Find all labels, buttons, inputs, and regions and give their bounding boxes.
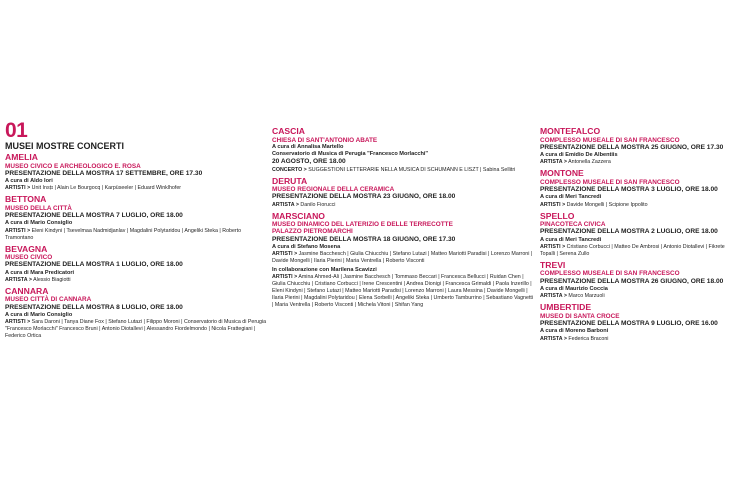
artists-label: ARTISTI >	[540, 243, 566, 250]
artists-label: ARTISTA >	[272, 201, 299, 208]
venue-name: COMPLESSO MUSEALE DI SAN FRANCESCO	[540, 178, 680, 186]
artists-list: Danilo Fiorucci	[300, 201, 336, 208]
artists-line	[540, 293, 728, 300]
venue-name: MUSEO DELLA CITTÀ	[5, 204, 72, 212]
artists-label: ARTISTA >	[540, 335, 567, 342]
curator: A cura di Mario Consiglio	[5, 220, 73, 227]
venue-name: MUSEO CIVICO	[5, 254, 53, 262]
presentation-date: PRESENTAZIONE DELLA MOSTRA 2 LUGLIO, ORE 18.00	[540, 228, 718, 236]
artists-list: Sara Daroni | Tanya Diane Fox | Stefano Lutazi | Filippo Moroni | Conservatorio di Musica di Perugia "Francesco Morlacchi" Francesco Bruni | Antonio Diotallevi | Alessandro Fiordelmondo | Nicola Frattegiani | Federico Ortica	[5, 319, 267, 340]
artists-label: ARTISTI >	[272, 251, 298, 258]
section-title: MUSEI MOSTRE CONCERTI	[5, 141, 125, 151]
venue-name: MUSEO CIVICO E ARCHEOLOGICO E. ROSA	[5, 162, 141, 170]
artists-list: Jasmine Bacchesch | Giulia Chiucchiu | Stefano Lutazi | Matteo Mariotti Paradisi | Lorenzo Marroni | Davide Mongelli | Ilaria Pierini | Maria Ventrella | Roberto Visconti	[272, 251, 533, 265]
artists-line	[540, 336, 728, 343]
artists-list: Unit Insṭɪ | Alain Le Bourgocq | Karpüseeler | Eduard Winklhofer	[31, 185, 182, 192]
artists-line	[5, 319, 267, 340]
presentation-date: PRESENTAZIONE DELLA MOSTRA 18 GIUGNO, ORE 17.30	[272, 235, 456, 243]
section-number: 01	[5, 119, 28, 142]
artists-list: Antonella Zazzera	[568, 159, 611, 166]
column-1	[5, 121, 267, 343]
curator: A cura di Aldo Iori	[5, 178, 53, 185]
entry-cascia	[272, 127, 534, 174]
entry-amelia	[5, 153, 267, 192]
venue-name-secondary: PALAZZO PIETROMARCHI	[272, 228, 353, 236]
artists-list: Davide Mongelli | Scipione Ippolito	[566, 201, 648, 208]
venue-name: MUSEO CITTÀ DI CANNARA	[5, 296, 92, 304]
artists-list: Federica Braconi	[568, 335, 609, 342]
entry-trevi	[540, 261, 728, 300]
entry-spello	[540, 212, 728, 258]
artists-line	[5, 228, 267, 242]
presentation-date: PRESENTAZIONE DELLA MOSTRA 8 LUGLIO, ORE 18.00	[5, 303, 183, 311]
curator: A cura di Maurizio Coccia	[540, 286, 608, 293]
place-name: UMBERTIDE	[540, 302, 592, 313]
place-name: MARSCIANO	[272, 210, 325, 221]
entry-cannara	[5, 287, 267, 340]
presentation-date: PRESENTAZIONE DELLA MOSTRA 25 GIUGNO, ORE 17.30	[540, 143, 724, 151]
entry-montone	[540, 169, 728, 208]
column-3	[540, 127, 728, 346]
entry-marsciano	[272, 212, 534, 310]
artists-list: Cristiano Corbucci | Matteo De Ambrosi | Antonio Diotallevi | Fikrete Topalli | Serena Zullo	[540, 243, 725, 257]
entry-montefalco	[540, 127, 728, 166]
concert-date: 20 AGOSTO, ORE 18.00	[272, 158, 346, 166]
place-name: BETTONA	[5, 194, 47, 205]
artists-line	[272, 202, 534, 209]
artists-label: ARTISTI >	[5, 227, 31, 234]
place-name: SPELLO	[540, 210, 575, 221]
place-name: DERUTA	[272, 175, 308, 186]
venue-name: MUSEO DI SANTA CROCE	[540, 312, 620, 320]
venue-name: PINACOTECA CIVICA	[540, 221, 606, 229]
entry-deruta	[272, 177, 534, 209]
artists-line	[540, 244, 728, 258]
artists-label: ARTISTI >	[272, 274, 298, 281]
concert-line	[272, 167, 534, 174]
curator: A cura di Stefano Mosena	[272, 243, 341, 250]
collaboration: In collaborazione con Marilena Scavizzi	[272, 267, 377, 274]
curator: A cura di Meri Tancredi	[540, 194, 602, 201]
column-2	[272, 127, 534, 312]
artists-line	[540, 202, 728, 209]
collab-artists-line	[272, 274, 534, 309]
venue-name: MUSEO REGIONALE DELLA CERAMICA	[272, 186, 395, 194]
concert-label: CONCERTO >	[272, 166, 307, 173]
artists-label: ARTISTI >	[5, 319, 31, 326]
place-name: CASCIA	[272, 126, 305, 136]
place-name: TREVI	[540, 259, 566, 270]
presentation-date: PRESENTAZIONE DELLA MOSTRA 17 SETTEMBRE, ORE 17.30	[5, 169, 203, 177]
venue-name: COMPLESSO MUSEALE DI SAN FRANCESCO	[540, 270, 680, 278]
venue-name: COMPLESSO MUSEALE DI SAN FRANCESCO	[540, 136, 680, 144]
presentation-date: PRESENTAZIONE DELLA MOSTRA 23 GIUGNO, ORE 18.00	[272, 193, 456, 201]
venue-name: CHIESA DI SANT'ANTONIO ABATE	[272, 136, 378, 144]
artists-line	[272, 251, 534, 265]
place-name: AMELIA	[5, 152, 38, 162]
curator: A cura di Mara Predicatori	[5, 269, 75, 276]
curator: A cura di Mario Consiglio	[5, 312, 73, 319]
place-name: CANNARA	[5, 285, 49, 296]
place-name: MONTEFALCO	[540, 126, 601, 136]
place-name: BEVAGNA	[5, 243, 48, 254]
curator: A cura di Moreno Barboni	[540, 328, 609, 335]
concert-program: SUGGESTIONI LETTERARIE NELLA MUSICA DI SCHUMANN E LISZT | Sabina Sellitri	[308, 166, 516, 173]
artists-line	[5, 185, 267, 192]
artists-line	[540, 159, 728, 166]
curator: A cura di Emidio De Albentiis	[540, 152, 618, 159]
presentation-date: PRESENTAZIONE DELLA MOSTRA 3 LUGLIO, ORE 18.00	[540, 186, 718, 194]
artists-label: ARTISTA >	[540, 159, 567, 166]
place-name: MONTONE	[540, 168, 584, 179]
presentation-date: PRESENTAZIONE DELLA MOSTRA 9 LUGLIO, ORE 16.00	[540, 319, 718, 327]
curator: A cura di Meri Tancredi	[540, 236, 602, 243]
entry-bevagna	[5, 245, 267, 284]
artists-label: ARTISTA >	[540, 293, 567, 300]
artists-list: Marco Marzuoli	[568, 293, 605, 300]
artists-list: Amina Ahmed-Ali | Jasmine Bacchesch | Tommaso Beccari | Francesca Bellucci | Ruidan Chen | Giulia Chiucchiu | Cristiano Corbucci | Irene Crescentini | Andrea Dionigi | Francesca Grimaldi | Paola Inzerillo | Eleni Kindyni | Stefano Lutazi | Matteo Mariotti Paradisi | Lorenzo Marroni | Laura Messina | Davide Mongelli | Ilaria Pierini | Magdalini Polytaridou | Elena Sorbelli | Angeliki Steka | Umberto Tamburrino | Sebastiano Vagnetti | Maria Ventrella | Roberto Visconti | Michela Vitoni | Shifan Yang	[272, 274, 534, 309]
artists-label: ARTISTA >	[5, 276, 32, 283]
artists-list: Alessio Biagiotti	[33, 276, 71, 283]
artists-line	[5, 277, 267, 284]
entry-bettona	[5, 195, 267, 241]
conservatory: Conservatorio di Musica di Perugia "Francesco Morlacchi"	[272, 150, 429, 157]
entry-umbertide	[540, 303, 728, 342]
curator: A cura di Annalisa Martello	[272, 143, 344, 150]
artists-label: ARTISTI >	[540, 201, 566, 208]
artists-label: ARTISTI >	[5, 185, 31, 192]
artists-list: Eleni Kindyni | Tsevelmaa Nadmidjanlav | Magdalini Polytaridou | Angeliki Steka | Roberto Tramontano	[5, 227, 242, 241]
presentation-date: PRESENTAZIONE DELLA MOSTRA 7 LUGLIO, ORE 18.00	[5, 212, 183, 220]
presentation-date: PRESENTAZIONE DELLA MOSTRA 1 LUGLIO, ORE 18.00	[5, 261, 183, 269]
presentation-date: PRESENTAZIONE DELLA MOSTRA 26 GIUGNO, ORE 18.00	[540, 277, 724, 285]
venue-name: MUSEO DINAMICO DEL LATERIZIO E DELLE TERRECOTTE	[272, 221, 453, 229]
